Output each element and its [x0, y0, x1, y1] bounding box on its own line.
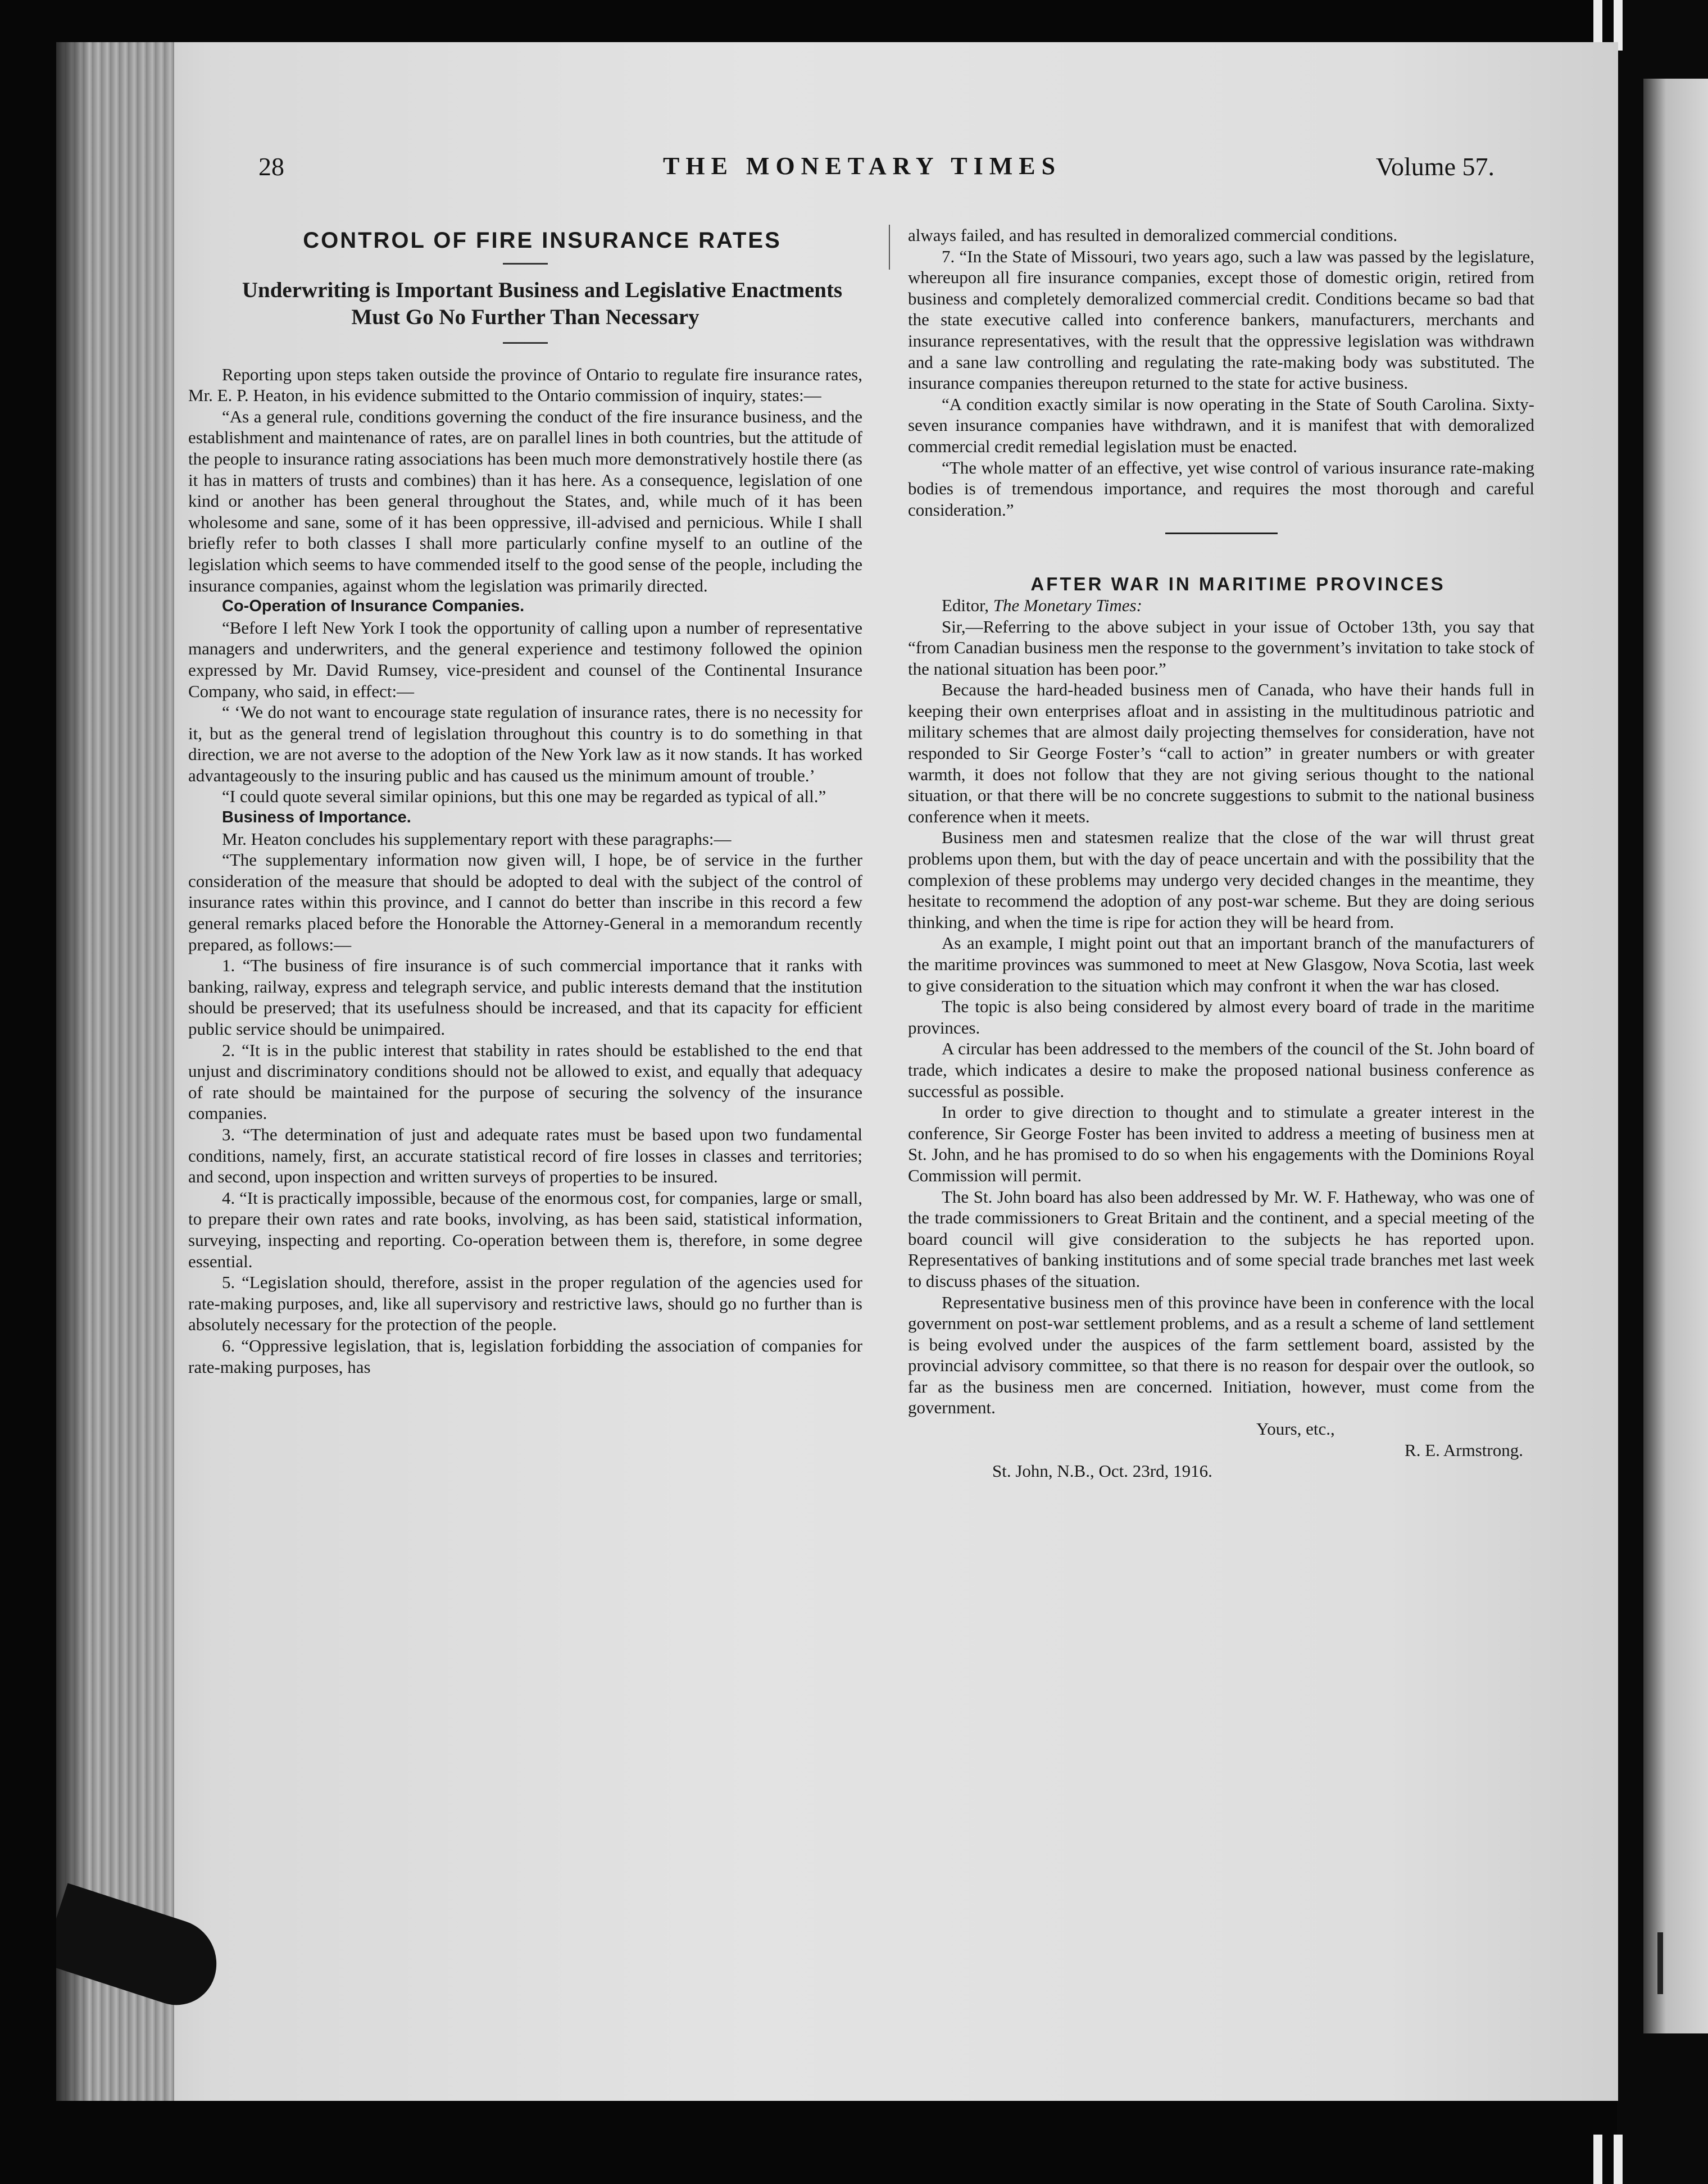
numbered-item: 5. “Legislation should, therefore, assist in the proper regulation of the agencies used for rate-making purposes, and, like all supervisory and restrictive laws, should go no further than is absolutely necessary for the protection of the people. — [188, 1272, 862, 1335]
numbered-item: 6. “Oppressive legislation, that is, legislation forbidding the association of companies for rate-making purposes, has — [188, 1335, 862, 1377]
spine-shadow — [56, 42, 90, 2101]
paragraph: The topic is also being considered by almost every board of trade in the maritime provinces. — [908, 997, 1534, 1038]
paragraph: A circular has been addressed to the members of the council of the St. John board of trade, which indicates a desire to make the proposed national business conference as successful as possible. — [908, 1039, 1534, 1101]
numbered-item: 4. “It is practically impossible, because of the enormous cost, for companies, large or small, to prepare their own rates and rate books, involving, as has been said, statistical information, surveying, inspecting and reporting. Co-operation between them is, therefore, in some degree essential. — [188, 1187, 862, 1271]
paragraph: “As a general rule, conditions governing the conduct of the fire insurance business, and the establishment and maintenance of rates, are on parallel lines in both countries, but the attitude of the people to insurance rating associations has been much more demonstratively hostile there (as it has in matters of trusts and combines) than it has here. As a consequence, legislation of one kind or another has been general throughout the States, and, while much of it has been wholesome and sane, some of it has been oppressive, ill-advised and pernicious. While I shall briefly refer to both classes I shall more particularly confine myself to an outline of the legislation which seems to have commended itself to the good sense of the people, including the insurance companies, against whom the legislation was primarily directed. — [188, 406, 862, 595]
paragraph: As an example, I might point out that an important branch of the manufacturers of the maritime provinces was summoned to meet at New Glasgow, Nova Scotia, last week to give consideration to the situation which may confront it when the war has closed. — [908, 933, 1534, 995]
paragraph: “The supplementary information now given will, I hope, be of service in the further consideration of the measure that should be adopted to deal with the subject of the control of insurance rates within this province, and I cannot do better than inscribe in this record a few general remarks placed before the Honorable the Attorney-General in a memorandum recently prepared, as follows:— — [188, 850, 862, 954]
headline-rule — [503, 263, 548, 265]
editor-prefix: Editor, — [942, 595, 993, 615]
right-column — [908, 225, 1534, 1482]
deck-rule — [503, 342, 548, 344]
paragraph: Mr. Heaton concludes his supplementary report with these paragraphs:— — [222, 829, 732, 849]
paragraph: “Before I left New York I took the opportunity of calling upon a number of representative managers and underwriters, and the general experience and testimony followed the opinion expressed by Mr. David Rumsey, vice-president and counsel of the Continental Insurance Company, who said, in effect:— — [188, 617, 862, 701]
subhead-business-importance: Business of Importance. — [222, 808, 411, 827]
paragraph: “ ‘We do not want to encourage state regulation of insurance rates, there is no necessity for it, but as the general trend of legislation throughout this country is to do something in that direction, we are not averse to the adoption of the New York law as it now stands. It has worked advantageously to the insuring public and has caused us the minimum amount of trouble.’ — [188, 702, 862, 785]
volume-number: Volume 57. — [1375, 152, 1494, 181]
paragraph: Sir,—Referring to the above subject in your issue of October 13th, you say that “from Canadian business men the response to the government’s invitation to take stock of the national situation has been poor.” — [908, 616, 1534, 679]
paragraph: Representative business men of this province have been in conference with the local government on post-war settlement problems, and as a result a scheme of land settlement is being evolved under the auspices of the farm settlement board, assisted by the provincial advisory committee, so that there is no reason for despair over the outlook, so far as the business men are concerned. Initiation, however, must come from the government. — [908, 1292, 1534, 1418]
paragraph: always failed, and has resulted in demoralized commercial conditions. — [908, 225, 1398, 245]
article-deck: Underwriting is Important Business and Legislative Enactments Must Go No Further Than Necessary — [242, 277, 843, 329]
letter-headline: AFTER WAR IN MARITIME PROVINCES — [1030, 574, 1446, 595]
article-headline: CONTROL OF FIRE INSURANCE RATES — [303, 228, 782, 253]
film-mark — [1614, 2135, 1623, 2184]
running-header — [258, 152, 1494, 197]
paragraph: Reporting upon steps taken outside the province of Ontario to regulate fire insurance rates, Mr. E. P. Heaton, in his evidence submitted to the Ontario commission of inquiry, states:— — [188, 364, 862, 406]
column-divider — [889, 225, 890, 270]
film-mark — [1657, 1932, 1663, 1994]
letter-closing: Yours, etc., — [1256, 1419, 1335, 1439]
letter-signature: R. E. Armstrong. — [1405, 1440, 1523, 1460]
numbered-item: 3. “The determination of just and adequate rates must be based upon two fundamental conditions, namely, first, an accurate statistical record of fire losses in classes and territories; and second, upon inspection and written surveys of properties to be insured. — [188, 1124, 862, 1187]
subhead-cooperation: Co-Operation of Insurance Companies. — [222, 597, 525, 616]
numbered-item: 7. “In the State of Missouri, two years ago, such a law was passed by the legislature, whereupon all fire insurance companies, except those of domestic origin, retired from business and completely demoralized commercial credit. Conditions became so bad that the state executive called into conference bankers, manufacturers, merchants and insurance representatives, with the result that the oppressive legislation was withdrawn and a sane law controlling and regulating the rate-making body was substituted. The insurance companies thereupon returned to the state for active business. — [908, 246, 1534, 393]
paragraph: Because the hard-headed business men of Canada, who have their hands full in keeping their own enterprises afloat and in assisting in the multitudinous patriotic and military schemes that are almost daily projecting themselves for consideration, have not responded to Sir George Foster’s “call to action” in greater numbers or with greater warmth, it does not follow that they are not giving serious thought to the national situation, or that there will be no concrete suggestions to submit to the national business conference when it meets. — [908, 680, 1534, 826]
paragraph: “The whole matter of an effective, yet wise control of various insurance rate-making bodies is of tremendous importance, and requires the most thorough and careful consideration.” — [908, 457, 1534, 520]
paragraph: In order to give direction to thought and to stimulate a greater interest in the conference, Sir George Foster has been invited to address a meeting of business men at St. John, and he has promised to do so when his engagements with the Dominions Royal Commission will permit. — [908, 1102, 1534, 1185]
publication-name: The Monetary Times: — [993, 595, 1142, 615]
paragraph: “I could quote several similar opinions, but this one may be regarded as typical of all.” — [222, 786, 826, 807]
page-number: 28 — [258, 152, 284, 181]
paragraph: The St. John board has also been addressed by Mr. W. F. Hatheway, who was one of the trade commissioners to Great Britain and the continent, and a special meeting of the board council will give consideration to the subjects he has reported upon. Representatives of banking institutions and of some special trade branches met last week to discuss phases of the situation. — [908, 1186, 1534, 1291]
paragraph: “A condition exactly similar is now operating in the State of South Carolina. Sixty-seven insurance companies have withdrawn, and it is manifest that with demoralized commercial credit remedial legislation must be enacted. — [908, 394, 1534, 456]
numbered-item: 1. “The business of fire insurance is of such commercial importance that it ranks with banking, railway, express and telegraph service, and public interests demand that the institution should be preserved; that its usefulness should be increased, and that its capacity for efficient public service should be unimpaired. — [188, 956, 862, 1039]
article-fire-insurance — [188, 230, 862, 1377]
section-rule — [1165, 533, 1278, 534]
journal-title: THE MONETARY TIMES — [663, 152, 1062, 180]
editor-salutation — [908, 595, 1534, 616]
letter-place-date: St. John, N.B., Oct. 23rd, 1916. — [992, 1461, 1212, 1481]
numbered-item: 2. “It is in the public interest that stability in rates should be established to the end that unjust and discriminatory conditions should not be allowed to exist, and equally that adequacy of rate should be maintained for the purpose of securing the solvency of the insurance companies. — [188, 1040, 862, 1123]
adjacent-page-edge — [1643, 79, 1708, 2033]
paragraph: Business men and statesmen realize that the close of the war will thrust great problems upon them, but with the day of peace uncertain and with the possibility that the complexion of these problems may undergo very decided changes in the meantime, they hesitate to recommend the adoption of any post-war scheme. But they are doing serious thinking, and when the time is ripe for action they will be heard from. — [908, 827, 1534, 932]
film-mark — [1593, 2135, 1602, 2184]
